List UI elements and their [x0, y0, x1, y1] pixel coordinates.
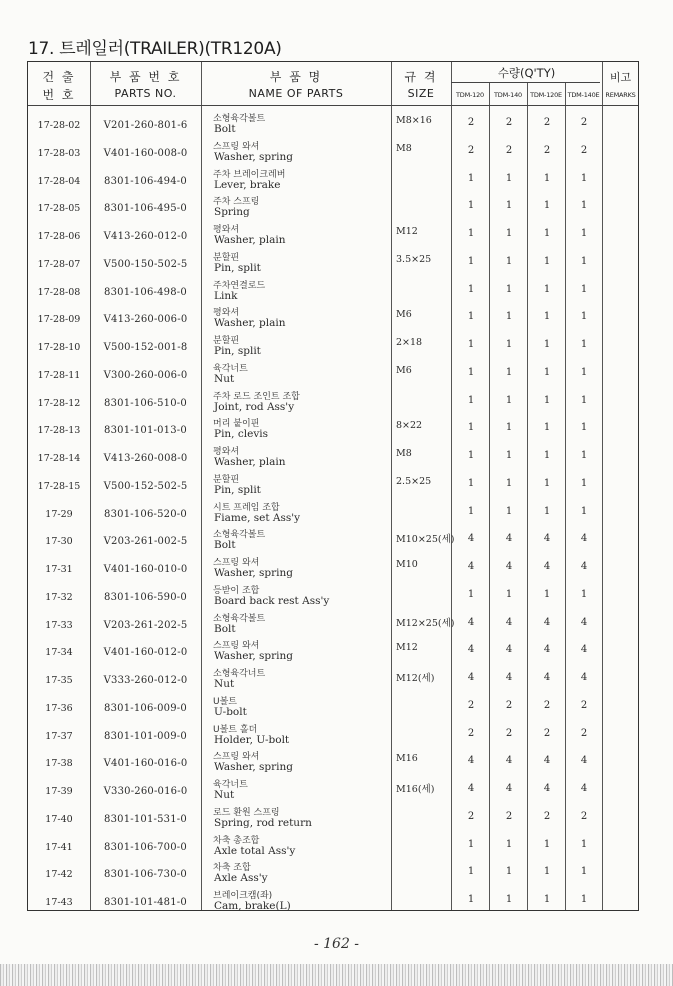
part-name-ko: 소형육각볼트 — [213, 530, 266, 541]
part-index: 17-34 — [45, 647, 73, 659]
header-no-ko-bottom: 번 호 — [42, 88, 76, 102]
table-row — [28, 111, 638, 139]
part-number: 8301-106-494-0 — [104, 175, 187, 187]
qty-tdm-140e: 1 — [580, 228, 588, 239]
qty-tdm-140: 2 — [505, 144, 513, 156]
qty-tdm-120e: 1 — [543, 894, 551, 905]
part-number: 8301-101-531-0 — [104, 813, 187, 825]
part-index: 17-28-13 — [37, 425, 81, 437]
part-name-ko: 주차 스프링 — [213, 197, 260, 208]
qty-tdm-140e: 2 — [580, 144, 588, 156]
part-number: V401-160-016-0 — [103, 758, 188, 770]
table-row — [28, 555, 638, 583]
part-number: 8301-106-700-0 — [104, 841, 187, 853]
qty-tdm-140: 1 — [505, 366, 513, 378]
qty-tdm-120e: 1 — [543, 366, 551, 378]
qty-tdm-120e: 1 — [543, 172, 551, 184]
part-size: M12(세) — [396, 673, 435, 684]
table-row — [28, 389, 638, 417]
qty-tdm-120: 1 — [467, 505, 475, 517]
table-row — [28, 694, 638, 722]
qty-tdm-120: 2 — [467, 810, 475, 822]
qty-tdm-140e: 1 — [580, 866, 588, 878]
part-name-en: Washer, spring — [214, 650, 294, 663]
part-name-ko: 주차연결로드 — [213, 280, 266, 291]
qty-tdm-140: 1 — [505, 505, 513, 517]
qty-tdm-120: 1 — [467, 200, 475, 212]
qty-tdm-120e: 1 — [543, 228, 551, 239]
qty-tdm-120e: 4 — [543, 533, 551, 545]
part-index: 17-28-03 — [37, 147, 81, 159]
part-name-en: Nut — [214, 372, 235, 385]
qty-tdm-140e: 1 — [580, 505, 588, 517]
part-name-en: Pin, clevis — [214, 428, 268, 441]
qty-tdm-140e: 2 — [580, 117, 588, 128]
header-no-ko-top: 건 출 — [42, 70, 76, 84]
part-index: 17-29 — [45, 508, 73, 520]
part-name-en: Washer, spring — [214, 150, 294, 163]
part-name-en: Washer, spring — [214, 761, 294, 774]
part-name-ko: U볼트 홀더 — [213, 724, 258, 735]
part-number: 8301-106-009-0 — [104, 702, 187, 714]
part-number: V401-160-012-0 — [103, 647, 188, 659]
part-index: 17-28-08 — [37, 286, 81, 298]
qty-tdm-140e: 1 — [580, 894, 588, 905]
qty-tdm-140: 4 — [505, 755, 513, 767]
qty-tdm-120: 2 — [467, 117, 475, 128]
part-index: 17-28-14 — [37, 453, 81, 464]
part-size: M10 — [396, 559, 418, 570]
qty-tdm-120e: 1 — [543, 339, 551, 350]
part-name-ko: 스프링 와셔 — [213, 558, 260, 568]
qty-tdm-120: 1 — [467, 228, 475, 239]
qty-tdm-120: 1 — [467, 588, 475, 600]
part-name-en: Washer, plain — [214, 234, 286, 246]
part-name-en: Axle total Ass'y — [214, 844, 296, 857]
part-name-ko: 등받이 조합 — [213, 585, 260, 596]
part-index: 17-43 — [45, 897, 73, 908]
table-row — [28, 888, 638, 916]
qty-tdm-140: 1 — [505, 394, 513, 406]
part-name-ko: 분할핀 — [213, 474, 240, 485]
qty-tdm-140: 1 — [505, 255, 513, 267]
header-qty: 수량(Q'TY) — [497, 66, 556, 80]
table-row — [28, 194, 638, 222]
part-name-en: Axle Ass'y — [214, 872, 268, 885]
qty-tdm-140e: 2 — [580, 727, 588, 739]
part-index: 17-28-09 — [37, 314, 81, 326]
qty-tdm-120e: 1 — [543, 311, 551, 323]
part-name-en: Nut — [214, 678, 235, 690]
qty-tdm-140e: 1 — [580, 200, 588, 212]
table-row — [28, 361, 638, 389]
page-title: 17. 트레일러(TRAILER)(TR120A) — [28, 39, 282, 59]
qty-tdm-140: 4 — [505, 672, 513, 683]
part-index: 17-41 — [45, 841, 73, 853]
part-name-en: Pin, split — [214, 483, 261, 496]
part-number: V330-260-016-0 — [103, 786, 188, 797]
qty-tdm-120e: 4 — [543, 783, 551, 794]
part-number: V203-261-002-5 — [103, 536, 188, 548]
part-name-en: Spring, rod return — [214, 816, 312, 829]
part-size: M12 — [396, 226, 418, 237]
qty-tdm-140: 1 — [505, 200, 513, 212]
part-index: 17-37 — [45, 730, 73, 742]
qty-tdm-120: 4 — [467, 644, 475, 656]
table-row — [28, 416, 638, 444]
header-qty-col-1: TDM-120 — [456, 91, 484, 99]
qty-tdm-140: 4 — [505, 783, 513, 794]
part-name-ko: 스프링 와셔 — [213, 641, 260, 652]
part-index: 17-32 — [45, 591, 73, 603]
qty-tdm-140: 4 — [505, 644, 513, 656]
part-index: 17-28-05 — [37, 203, 81, 215]
qty-tdm-120e: 1 — [543, 255, 551, 267]
header-size-en: SIZE — [407, 87, 435, 100]
part-index: 17-28-04 — [37, 175, 81, 187]
qty-tdm-140: 2 — [505, 727, 513, 739]
part-index: 17-28-10 — [37, 342, 81, 353]
qty-tdm-140e: 1 — [580, 394, 588, 406]
qty-tdm-140e: 1 — [580, 339, 588, 350]
qty-tdm-120: 1 — [467, 422, 475, 434]
part-name-en: Link — [214, 289, 238, 302]
part-number: 8301-106-520-0 — [104, 508, 187, 520]
table-row — [28, 278, 638, 306]
qty-tdm-120e: 1 — [543, 450, 551, 461]
part-name-en: Nut — [214, 789, 235, 801]
qty-tdm-140: 2 — [505, 117, 513, 128]
part-number: V401-160-010-0 — [103, 564, 188, 575]
qty-tdm-120: 1 — [467, 339, 475, 350]
table-row — [28, 860, 638, 888]
table-row — [28, 833, 638, 861]
qty-tdm-140e: 1 — [580, 477, 588, 489]
qty-tdm-120: 1 — [467, 450, 475, 461]
qty-tdm-120: 1 — [467, 894, 475, 905]
part-name-en: Pin, split — [214, 345, 261, 357]
qty-tdm-120e: 4 — [543, 644, 551, 656]
part-number: V500-150-502-5 — [103, 258, 188, 270]
part-name-ko: 평와셔 — [213, 225, 240, 235]
part-name-en: Bolt — [214, 622, 236, 635]
part-size: M16 — [396, 753, 418, 765]
qty-tdm-120: 4 — [467, 561, 475, 572]
table-row — [28, 222, 638, 250]
part-index: 17-28-06 — [37, 231, 81, 242]
part-name-en: Spring — [214, 206, 250, 219]
scan-edge-strip — [0, 964, 673, 986]
qty-tdm-140: 4 — [505, 616, 513, 628]
qty-tdm-120e: 2 — [543, 117, 551, 128]
part-name-ko: 평와셔 — [213, 447, 240, 457]
part-index: 17-28-11 — [37, 369, 81, 381]
qty-tdm-140e: 4 — [580, 755, 588, 767]
header-qty-col-2: TDM-140 — [494, 91, 522, 99]
table-row — [28, 611, 638, 639]
part-name-ko: 로드 환원 스프링 — [213, 807, 280, 818]
part-size: M12×25(세) — [396, 617, 455, 629]
part-number: V413-260-006-0 — [103, 314, 188, 326]
qty-tdm-120e: 1 — [543, 394, 551, 406]
header-qty-col-3: TDM-120E — [530, 91, 562, 99]
part-name-en: Pin, split — [214, 261, 261, 274]
table-row — [28, 722, 638, 750]
table-row — [28, 333, 638, 361]
header-remarks-ko: 비고 — [609, 71, 632, 84]
part-name-ko: 차축 조합 — [213, 863, 251, 874]
part-number: V333-260-012-0 — [103, 675, 188, 686]
part-index: 17-33 — [45, 619, 73, 631]
table-row — [28, 167, 638, 195]
table-row — [28, 444, 638, 472]
header-name-ko: 부 품 명 — [269, 70, 323, 84]
table-row — [28, 139, 638, 167]
qty-tdm-140: 1 — [505, 838, 513, 850]
table-row — [28, 805, 638, 833]
qty-tdm-140e: 1 — [580, 366, 588, 378]
table-row — [28, 305, 638, 333]
qty-tdm-140: 4 — [505, 533, 513, 545]
qty-tdm-140e: 1 — [580, 311, 588, 323]
part-name-en: U-bolt — [214, 705, 247, 718]
part-index: 17-28-02 — [37, 120, 81, 131]
qty-tdm-120e: 4 — [543, 755, 551, 767]
qty-tdm-120e: 2 — [543, 699, 551, 711]
qty-tdm-140: 1 — [505, 311, 513, 323]
qty-tdm-120: 1 — [467, 172, 475, 184]
part-name-ko: 분할핀 — [213, 252, 240, 263]
part-size: 2×18 — [396, 337, 423, 348]
header-qty-col-4: TDM-140E — [567, 91, 600, 99]
table-row — [28, 666, 638, 694]
qty-tdm-120: 1 — [467, 394, 475, 406]
qty-tdm-120: 1 — [467, 283, 475, 295]
part-index: 17-40 — [45, 813, 73, 825]
header-parts-no-ko: 부 품 번 호 — [109, 70, 182, 84]
part-size: M8 — [396, 448, 412, 459]
qty-tdm-140e: 1 — [580, 838, 588, 850]
part-name-ko: 소형육각볼트 — [213, 114, 266, 124]
qty-tdm-120e: 1 — [543, 200, 551, 212]
qty-tdm-120: 1 — [467, 255, 475, 267]
qty-tdm-140e: 4 — [580, 644, 588, 656]
part-name-en: Board back rest Ass'y — [214, 594, 330, 607]
part-size: M10×25(세) — [396, 534, 455, 546]
part-index: 17-30 — [45, 536, 73, 548]
part-name-en: Washer, plain — [214, 317, 286, 330]
qty-tdm-140: 1 — [505, 588, 513, 600]
qty-tdm-120e: 1 — [543, 838, 551, 850]
qty-tdm-120e: 2 — [543, 727, 551, 739]
qty-tdm-120: 2 — [467, 699, 475, 711]
part-name-en: Cam, brake(L) — [214, 900, 291, 912]
part-size: M8×16 — [396, 115, 432, 126]
qty-header-divider — [451, 82, 600, 83]
part-index: 17-28-12 — [37, 397, 81, 409]
qty-tdm-120: 1 — [467, 366, 475, 378]
qty-tdm-120e: 2 — [543, 810, 551, 822]
part-number: 8301-101-013-0 — [104, 425, 187, 437]
part-size: 8×22 — [396, 420, 423, 432]
part-name-ko: 스프링 와셔 — [213, 141, 260, 152]
qty-tdm-140: 1 — [505, 339, 513, 350]
header-remarks-en: REMARKS — [605, 91, 636, 99]
part-size: M6 — [396, 309, 412, 321]
qty-tdm-120: 2 — [467, 144, 475, 156]
part-name-en: Fiame, set Ass'y — [214, 511, 301, 524]
part-number: V500-152-001-8 — [103, 342, 188, 353]
part-size: 2.5×25 — [396, 475, 432, 487]
part-number: V500-152-502-5 — [103, 480, 188, 492]
part-name-ko: 브레이크캠(좌) — [213, 891, 273, 901]
part-index: 17-28-07 — [37, 258, 81, 270]
header-parts-no-en: PARTS NO. — [114, 87, 177, 100]
qty-tdm-120e: 4 — [543, 672, 551, 683]
qty-tdm-140e: 1 — [580, 172, 588, 184]
part-number: V203-261-202-5 — [103, 619, 188, 631]
part-number: V413-260-008-0 — [103, 453, 188, 464]
table-row — [28, 472, 638, 500]
part-index: 17-38 — [45, 758, 73, 770]
part-name-en: Bolt — [214, 539, 236, 552]
qty-tdm-140: 1 — [505, 283, 513, 295]
part-index: 17-28-15 — [37, 480, 81, 492]
qty-tdm-140e: 1 — [580, 588, 588, 600]
qty-tdm-120: 1 — [467, 477, 475, 489]
qty-tdm-140e: 4 — [580, 672, 588, 683]
part-number: 8301-106-498-0 — [104, 286, 187, 298]
qty-tdm-120e: 1 — [543, 588, 551, 600]
qty-tdm-120: 4 — [467, 672, 475, 683]
qty-tdm-140e: 2 — [580, 810, 588, 822]
qty-tdm-140e: 4 — [580, 561, 588, 572]
qty-tdm-140: 1 — [505, 228, 513, 239]
qty-tdm-120: 4 — [467, 755, 475, 767]
table-row — [28, 749, 638, 777]
part-name-ko: 육각너트 — [213, 780, 248, 790]
qty-tdm-120: 4 — [467, 533, 475, 545]
part-size: M12 — [396, 642, 418, 654]
qty-tdm-120e: 4 — [543, 561, 551, 572]
part-name-ko: 차축 총조합 — [213, 835, 260, 846]
part-number: 8301-106-590-0 — [104, 591, 187, 603]
part-index: 17-39 — [45, 786, 73, 797]
part-number: 8301-101-009-0 — [104, 730, 187, 742]
part-name-en: Joint, rod Ass'y — [214, 400, 295, 413]
part-number: 8301-106-510-0 — [104, 397, 187, 409]
qty-tdm-140e: 1 — [580, 450, 588, 461]
qty-tdm-140: 2 — [505, 699, 513, 711]
part-size: M6 — [396, 364, 412, 376]
part-name-ko: 육각너트 — [213, 363, 248, 374]
part-index: 17-42 — [45, 869, 73, 881]
qty-tdm-140e: 4 — [580, 783, 588, 794]
part-number: 8301-101-481-0 — [104, 897, 187, 908]
part-index: 17-36 — [45, 702, 73, 714]
part-number: 8301-106-495-0 — [104, 203, 187, 215]
part-size: M8 — [396, 142, 412, 154]
parts-table — [27, 61, 639, 911]
part-name-ko: 스프링 와셔 — [213, 752, 260, 763]
qty-tdm-140: 2 — [505, 810, 513, 822]
part-name-ko: U볼트 — [213, 696, 237, 707]
part-name-ko: 소형육각볼트 — [213, 613, 266, 624]
part-size: M16(세) — [396, 784, 435, 795]
qty-tdm-120e: 4 — [543, 616, 551, 628]
qty-tdm-120e: 1 — [543, 283, 551, 295]
qty-tdm-120e: 1 — [543, 422, 551, 434]
part-number: V201-260-801-6 — [103, 120, 188, 131]
qty-tdm-140: 1 — [505, 477, 513, 489]
part-index: 17-35 — [45, 675, 73, 686]
qty-tdm-140: 1 — [505, 450, 513, 461]
qty-tdm-140: 1 — [505, 866, 513, 878]
table-row — [28, 250, 638, 278]
qty-tdm-120: 1 — [467, 866, 475, 878]
qty-tdm-140e: 1 — [580, 283, 588, 295]
qty-tdm-140: 1 — [505, 172, 513, 184]
part-name-ko: 주차 브레이크레버 — [213, 169, 286, 180]
part-name-ko: 주차 로드 조인트 조합 — [213, 391, 300, 402]
qty-tdm-140e: 4 — [580, 616, 588, 628]
table-row — [28, 583, 638, 611]
part-name-en: Holder, U-bolt — [214, 733, 290, 746]
table-row — [28, 527, 638, 555]
part-name-ko: 평와셔 — [213, 308, 240, 319]
qty-tdm-140: 1 — [505, 894, 513, 905]
qty-tdm-120e: 1 — [543, 866, 551, 878]
header-name-en: NAME OF PARTS — [248, 87, 344, 100]
part-name-en: Washer, spring — [214, 567, 294, 579]
qty-tdm-120: 4 — [467, 616, 475, 628]
part-number: V401-160-008-0 — [103, 147, 188, 159]
table-row — [28, 638, 638, 666]
part-number: 8301-106-730-0 — [104, 869, 187, 881]
qty-tdm-120: 4 — [467, 783, 475, 794]
part-name-ko: 시트 프레임 조합 — [213, 502, 280, 513]
header-bottom-line — [28, 105, 638, 106]
qty-tdm-120e: 2 — [543, 144, 551, 156]
table-row — [28, 500, 638, 528]
table-row — [28, 777, 638, 805]
qty-tdm-140e: 1 — [580, 255, 588, 267]
qty-tdm-140e: 2 — [580, 699, 588, 711]
qty-tdm-140e: 1 — [580, 422, 588, 434]
qty-tdm-120: 1 — [467, 311, 475, 323]
part-name-en: Lever, brake — [214, 178, 281, 191]
part-name-ko: 소형육각너트 — [213, 669, 266, 679]
qty-tdm-120: 2 — [467, 727, 475, 739]
qty-tdm-120: 1 — [467, 838, 475, 850]
qty-tdm-140: 1 — [505, 422, 513, 434]
part-name-ko: 머리 붙이핀 — [213, 419, 260, 430]
qty-tdm-120e: 1 — [543, 477, 551, 489]
part-number: V413-260-012-0 — [103, 231, 188, 242]
header-size-ko: 규 격 — [404, 70, 438, 84]
part-name-ko: 분할핀 — [213, 336, 240, 346]
part-number: V300-260-006-0 — [103, 369, 188, 381]
page-number: - 162 - — [313, 936, 360, 952]
qty-tdm-140: 4 — [505, 561, 513, 572]
part-name-en: Bolt — [214, 123, 236, 135]
part-index: 17-31 — [45, 564, 73, 575]
part-name-en: Washer, plain — [214, 456, 286, 468]
part-size: 3.5×25 — [396, 253, 432, 265]
qty-tdm-140e: 4 — [580, 533, 588, 545]
qty-tdm-120e: 1 — [543, 505, 551, 517]
